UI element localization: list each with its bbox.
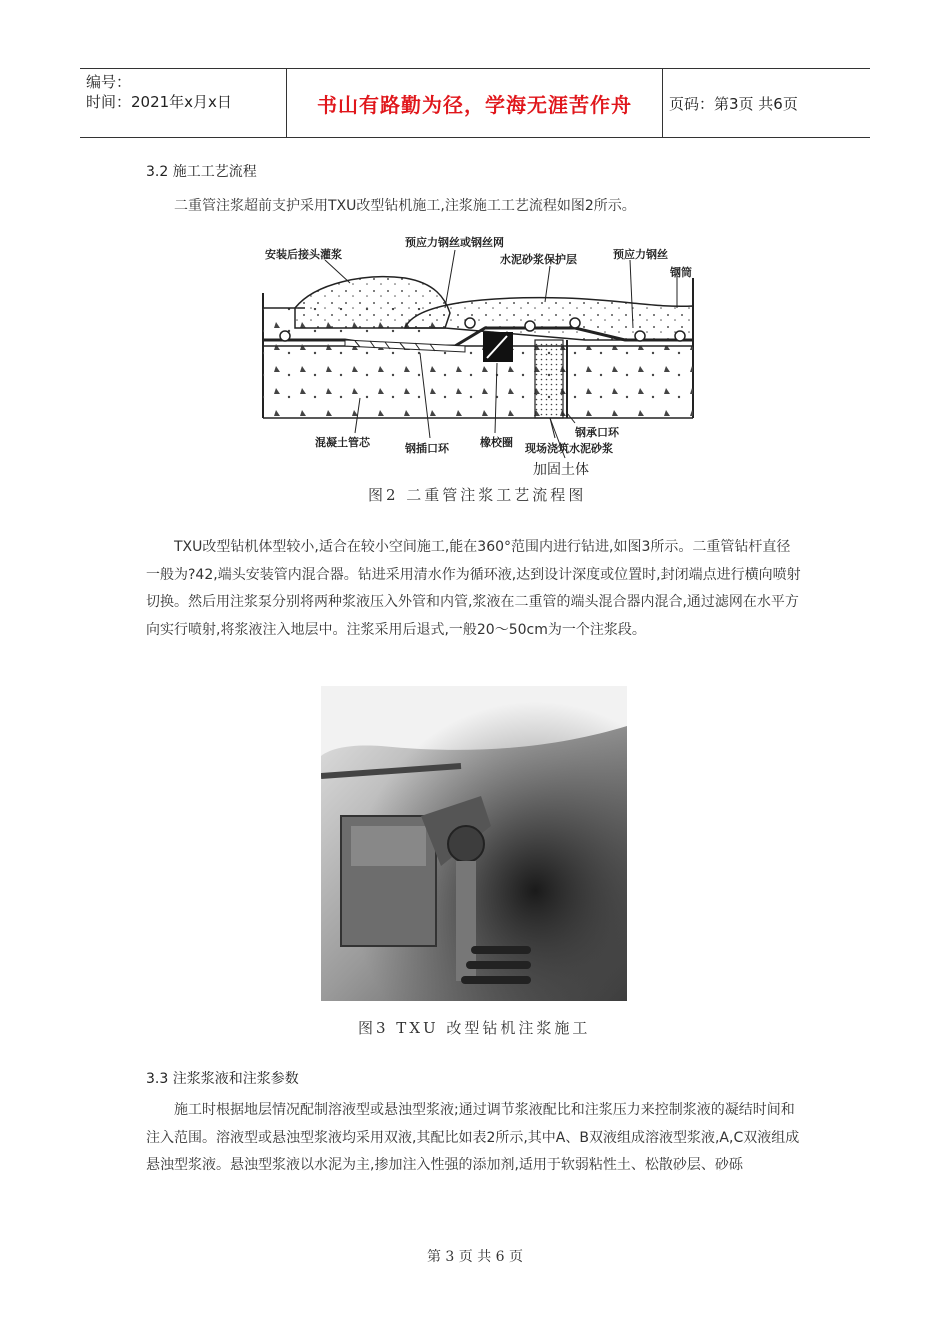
section-3-2-title: 3.2 施工工艺流程 xyxy=(146,164,257,180)
section-3-3-title: 3.3 注浆浆液和注浆参数 xyxy=(146,1071,299,1087)
label-socket-ring: 钢承口环 xyxy=(575,426,619,439)
page-label: 页码：第3页 共6页 xyxy=(669,94,798,113)
label-mortar-layer: 水泥砂浆保护层 xyxy=(500,253,577,266)
label-steel-cylinder: 钢筒 xyxy=(670,266,692,279)
label-concrete-core: 混凝土管芯 xyxy=(315,436,370,449)
header-left xyxy=(80,69,286,137)
label-spigot-ring: 钢插口环 xyxy=(405,442,449,455)
figure-3-photo xyxy=(321,686,627,1001)
label-grout-after: 安装后接头灌浆 xyxy=(265,248,342,261)
figure-2-caption: 图2 二重管注浆工艺流程图 xyxy=(368,486,587,504)
section-3-3-paragraph: 施工时根据地层情况配制溶液型或悬浊型浆液;通过调节浆液配比和注浆压力来控制浆液的凝结时间和注入范围。溶液型或悬浊型浆液均采用双液,其配比如表2所示,其中A、B双液组成溶液型浆液,A,C双液组成悬浊型浆液。悬浊型浆液以水泥为主,掺加注入性强的添加剂,适用于软弱粘性土、松散砂层、砂砾 xyxy=(146,1102,800,1173)
label-reinforced-soil: 加固土体 xyxy=(533,462,589,478)
motto: 书山有路勤为径，学海无涯苦作舟 xyxy=(286,69,663,137)
page-header xyxy=(80,68,870,138)
label-prestress-mesh: 预应力钢丝或钢丝网 xyxy=(405,236,504,249)
figure-3-caption: 图3 TXU 改型钻机注浆施工 xyxy=(358,1019,591,1037)
label-rubber-ring: 橡校圈 xyxy=(480,436,513,449)
label-cast-mortar: 现场浇筑水泥砂浆 xyxy=(525,442,613,455)
label-prestress-wire: 预应力钢丝 xyxy=(613,248,668,261)
date-label: 时间：2021年x月x日 xyxy=(86,93,232,111)
section-3-2-paragraph: 二重管注浆超前支护采用TXU改型钻机施工,注浆施工工艺流程如图2所示。 xyxy=(174,198,636,214)
page-footer: 第 3 页 共 6 页 xyxy=(426,1249,524,1265)
figure-2-diagram xyxy=(245,228,715,478)
number-label: 编号： xyxy=(86,73,132,91)
paragraph-drilling: TXU改型钻机体型较小,适合在较小空间施工,能在360°范围内进行钻进,如图3所示。二重管钻杆直径一般为?42,端头安装管内混合器。钻进采用清水作为循环液,达到设计深度或位置时,封闭端点进行横向喷射切换。然后用注浆泵分别将两种浆液压入外管和内管,浆液在二重管的端头混合器内混合,通过滤网在水平方向实行喷射,将浆液注入地层中。注浆采用后退式,一般20～50cm为一个注浆段。 xyxy=(146,539,801,638)
